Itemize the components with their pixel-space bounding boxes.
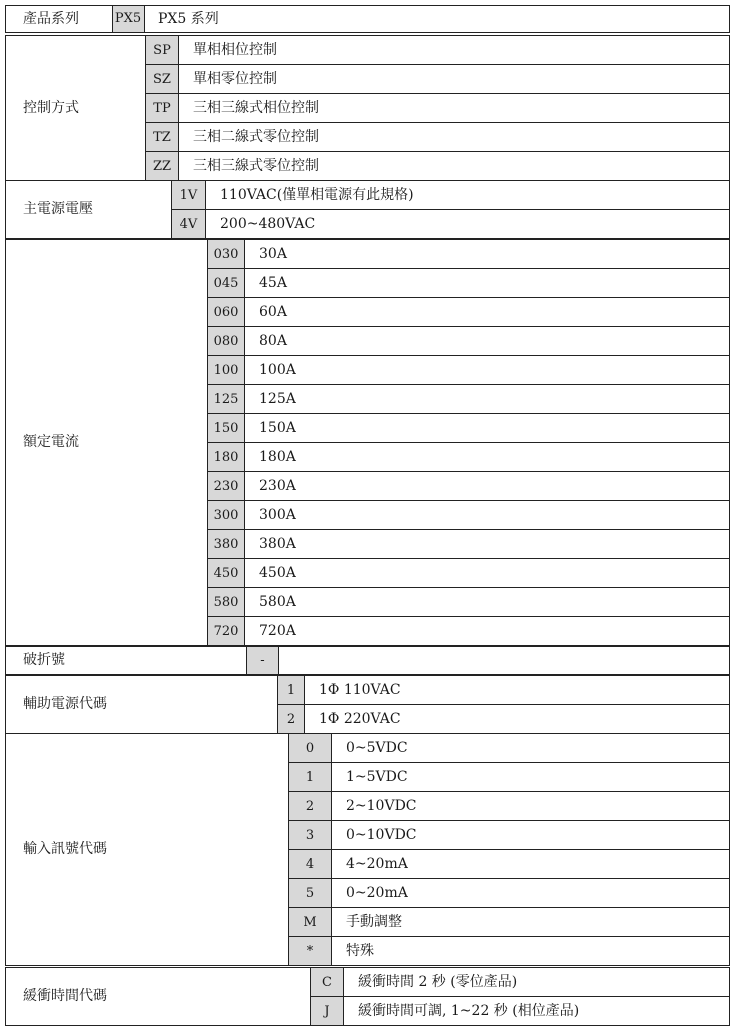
option-code: TP xyxy=(146,94,178,122)
option-code: - xyxy=(247,647,278,674)
option-code: 1 xyxy=(278,676,304,704)
option-text: 450A xyxy=(259,565,296,581)
grid-line xyxy=(729,733,730,966)
grid-line xyxy=(207,587,729,588)
option-code: 1 xyxy=(289,763,331,791)
option-code: 030 xyxy=(208,240,244,268)
option-code: SP xyxy=(146,36,178,64)
option-text: 300A xyxy=(259,507,296,523)
grid-line xyxy=(5,646,6,675)
option-text: 125A xyxy=(259,391,296,407)
grid-line xyxy=(5,967,6,1026)
grid-line xyxy=(207,500,729,501)
option-code: TZ xyxy=(146,123,178,151)
grid-line xyxy=(729,35,730,181)
option-code: C xyxy=(311,968,343,996)
option-text: 1~5VDC xyxy=(346,769,408,785)
option-text: 特殊 xyxy=(346,943,374,959)
grid-line xyxy=(729,646,730,675)
option-text: 0~20mA xyxy=(346,885,408,901)
section-label-voltage: 主電源電壓 xyxy=(23,201,93,217)
option-code: 580 xyxy=(208,588,244,616)
option-code: 045 xyxy=(208,269,244,297)
grid-line xyxy=(5,5,729,6)
grid-line xyxy=(5,965,729,966)
option-text: 單相零位控制 xyxy=(193,71,277,87)
option-code: 3 xyxy=(289,821,331,849)
option-text: 150A xyxy=(259,420,296,436)
option-text: 4~20mA xyxy=(346,856,408,872)
grid-line xyxy=(5,35,6,181)
option-text: 580A xyxy=(259,594,296,610)
option-text: 三相三線式零位控制 xyxy=(193,158,319,174)
section-label-current: 額定電流 xyxy=(23,434,79,450)
grid-line xyxy=(207,355,729,356)
option-text: 100A xyxy=(259,362,296,378)
option-text: 1Φ 110VAC xyxy=(319,682,401,698)
grid-line xyxy=(288,907,729,908)
section-label-dash: 破折號 xyxy=(23,652,65,668)
option-text: 單相相位控制 xyxy=(193,42,277,58)
option-code: 0 xyxy=(289,734,331,762)
grid-line xyxy=(288,849,729,850)
option-code: 450 xyxy=(208,559,244,587)
grid-line xyxy=(207,558,729,559)
grid-line xyxy=(207,616,729,617)
option-code: 150 xyxy=(208,414,244,442)
option-code: 080 xyxy=(208,327,244,355)
option-code: 4V xyxy=(172,210,205,238)
option-code: 060 xyxy=(208,298,244,326)
grid-line xyxy=(5,5,6,33)
option-text: 緩衝時間可調, 1~22 秒 (相位產品) xyxy=(358,1003,580,1019)
grid-line xyxy=(729,967,730,1026)
grid-line xyxy=(145,93,729,94)
option-text: 60A xyxy=(259,304,287,320)
option-code: * xyxy=(289,937,331,965)
option-code: 300 xyxy=(208,501,244,529)
option-text: 0~5VDC xyxy=(346,740,408,756)
option-text: 0~10VDC xyxy=(346,827,417,843)
option-text: 2~10VDC xyxy=(346,798,417,814)
option-text: 三相二線式零位控制 xyxy=(193,129,319,145)
grid-line xyxy=(207,297,729,298)
grid-line xyxy=(288,791,729,792)
option-text: 手動調整 xyxy=(346,914,402,930)
grid-line xyxy=(112,5,113,33)
option-code: 180 xyxy=(208,443,244,471)
grid-line xyxy=(5,733,6,966)
grid-line xyxy=(729,5,730,33)
section-label-control: 控制方式 xyxy=(23,99,79,116)
header-label: 產品系列 xyxy=(23,10,79,27)
option-text: 1Φ 220VAC xyxy=(319,711,401,727)
option-text: 380A xyxy=(259,536,296,552)
option-code: 5 xyxy=(289,879,331,907)
option-code: 230 xyxy=(208,472,244,500)
option-code: 100 xyxy=(208,356,244,384)
option-text: 180A xyxy=(259,449,296,465)
option-text: 三相三線式相位控制 xyxy=(193,100,319,116)
grid-line xyxy=(207,442,729,443)
grid-line xyxy=(145,64,729,65)
option-code: ZZ xyxy=(146,152,178,180)
grid-line xyxy=(207,413,729,414)
section-label-aux: 輔助電源代碼 xyxy=(23,696,107,712)
grid-line xyxy=(145,151,729,152)
header-code: PX5 xyxy=(112,5,144,32)
option-code: 380 xyxy=(208,530,244,558)
grid-line xyxy=(5,32,729,33)
section-label-buffer: 緩衝時間代碼 xyxy=(23,988,107,1004)
option-text: 緩衝時間 2 秒 (零位產品) xyxy=(358,974,518,990)
grid-line xyxy=(288,820,729,821)
grid-line xyxy=(5,675,6,734)
grid-line xyxy=(729,180,730,239)
grid-line xyxy=(277,704,729,705)
option-code: SZ xyxy=(146,65,178,93)
option-code: 125 xyxy=(208,385,244,413)
grid-line xyxy=(729,675,730,734)
grid-line xyxy=(5,1025,729,1026)
option-code: J xyxy=(311,997,343,1025)
grid-line xyxy=(288,878,729,879)
option-text: 230A xyxy=(259,478,296,494)
grid-line xyxy=(144,5,145,33)
grid-line xyxy=(288,762,729,763)
option-text: 110VAC(僅單相電源有此規格) xyxy=(220,187,414,203)
grid-line xyxy=(5,180,6,239)
grid-line xyxy=(207,268,729,269)
option-code: 2 xyxy=(278,705,304,733)
option-text: 80A xyxy=(259,333,287,349)
grid-line xyxy=(5,239,6,646)
option-text: 720A xyxy=(259,623,296,639)
option-code: 2 xyxy=(289,792,331,820)
option-text: 45A xyxy=(259,275,287,291)
header-value: PX5 系列 xyxy=(158,10,219,27)
option-code: 720 xyxy=(208,617,244,645)
option-text: 30A xyxy=(259,246,287,262)
grid-line xyxy=(207,529,729,530)
grid-line xyxy=(145,122,729,123)
option-code: M xyxy=(289,908,331,936)
option-code: 4 xyxy=(289,850,331,878)
grid-line xyxy=(207,471,729,472)
grid-line xyxy=(288,936,729,937)
grid-line xyxy=(729,239,730,646)
option-text: 200~480VAC xyxy=(220,216,316,232)
grid-line xyxy=(207,384,729,385)
option-code: 1V xyxy=(172,181,205,209)
grid-line xyxy=(171,209,729,210)
grid-line xyxy=(207,326,729,327)
section-label-input: 輸入訊號代碼 xyxy=(23,841,107,857)
option-text xyxy=(279,647,729,674)
grid-line xyxy=(310,996,729,997)
